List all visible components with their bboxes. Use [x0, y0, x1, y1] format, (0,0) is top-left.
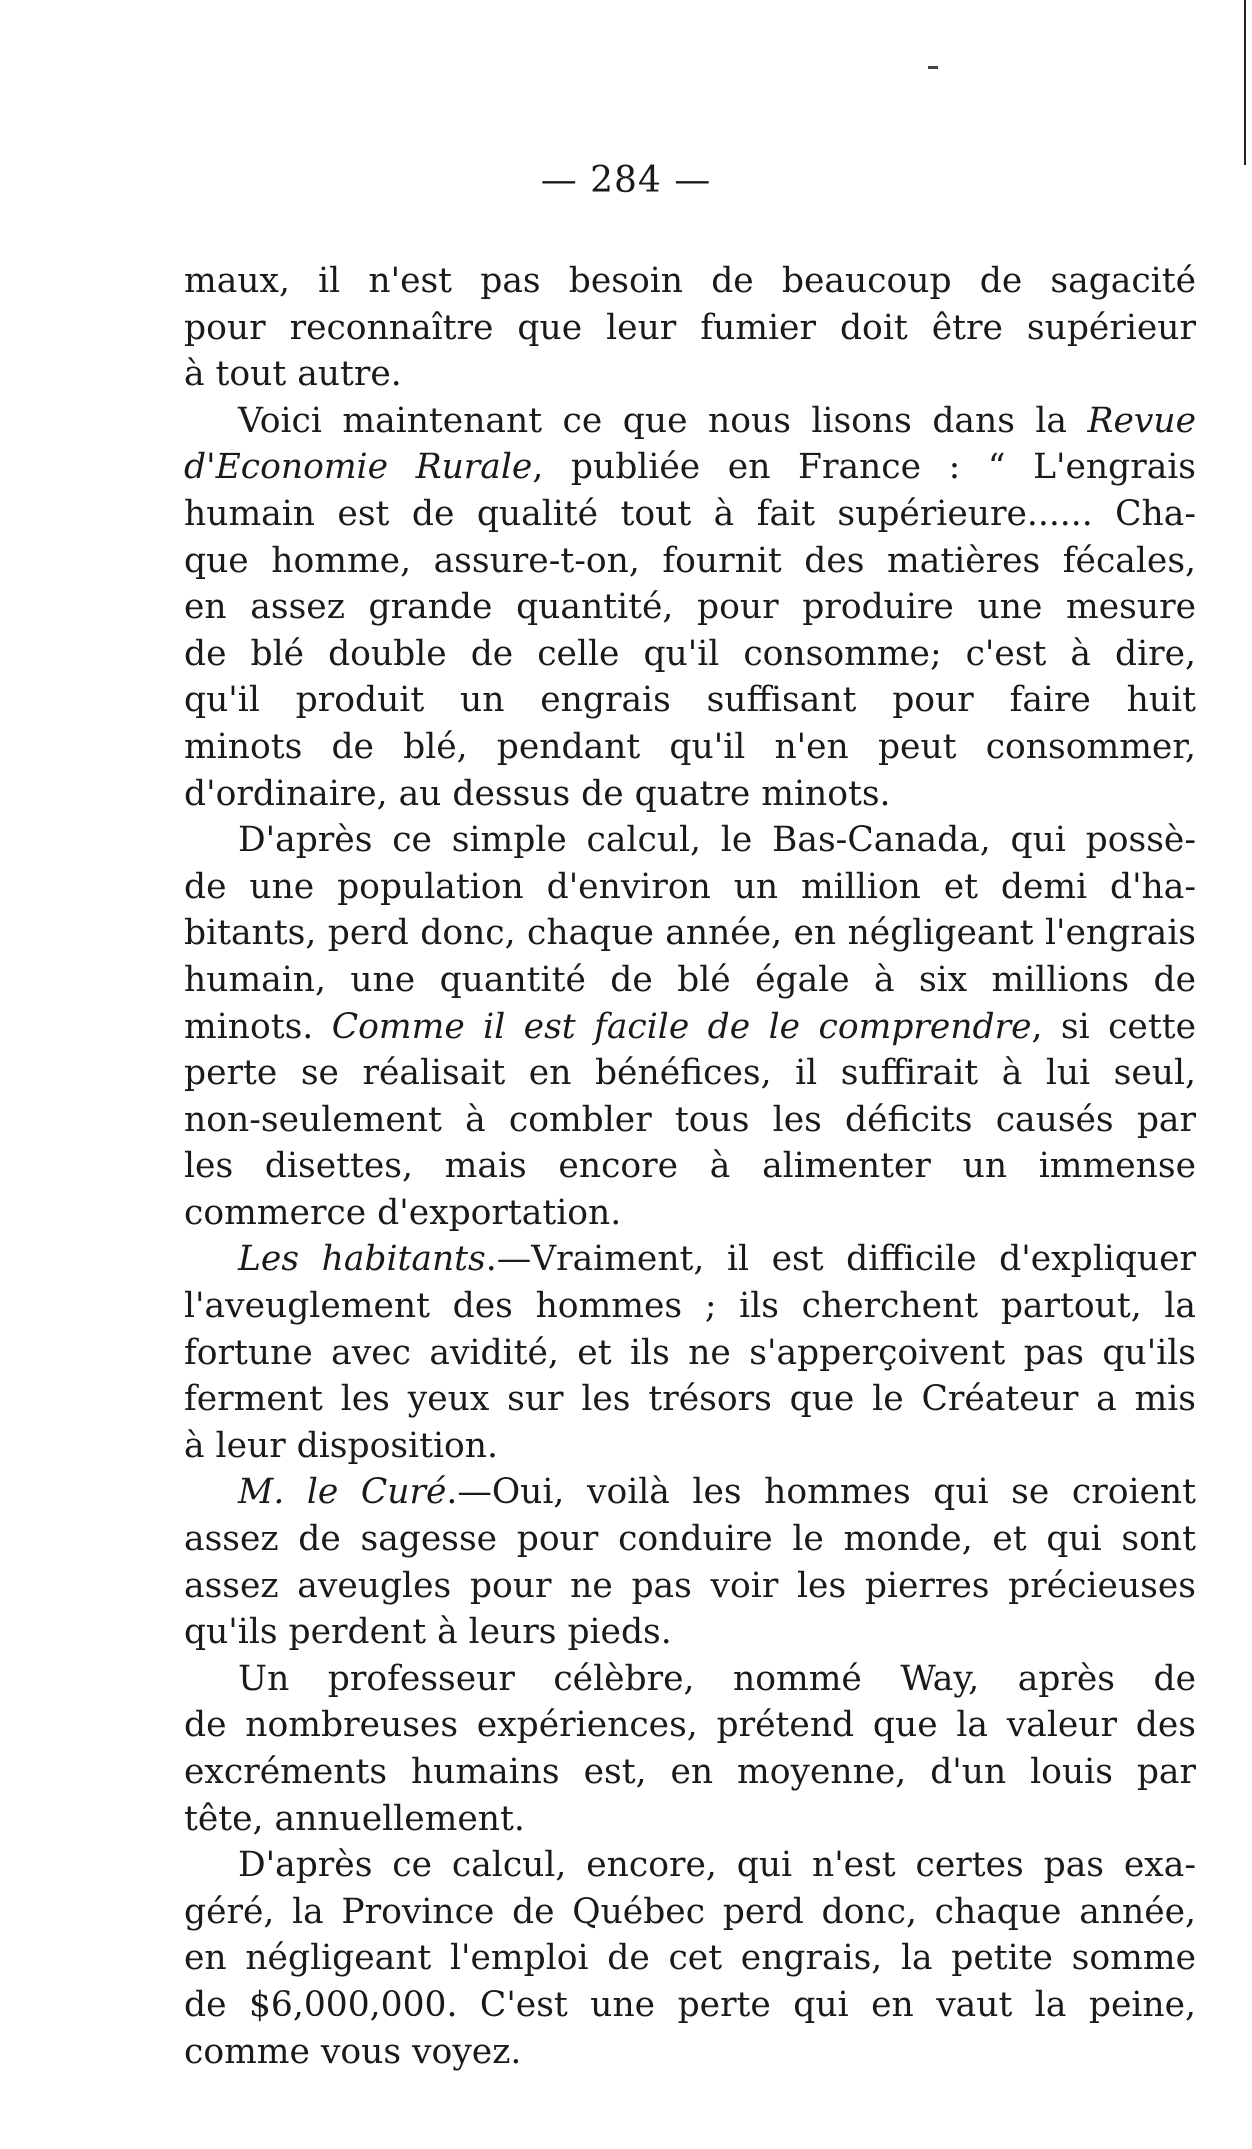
- text-line: assez aveugles pour ne pas voir les pierres précieuses: [184, 1565, 1196, 1606]
- body-text: [184, 258, 1196, 2075]
- text-line: à leur disposition.: [184, 1425, 498, 1466]
- text-line: D'après ce simple calcul, le Bas-Canada, qui possè-: [238, 820, 1196, 861]
- scan-mark: [928, 66, 938, 69]
- text-line: pour reconnaître que leur fumier doit être supérieur: [184, 307, 1196, 348]
- italic-segment: Comme il est facile de le comprendre: [331, 1006, 1032, 1047]
- text-line: comme vous voyez.: [184, 2031, 522, 2072]
- text-line: tête, annuellement.: [184, 1798, 525, 1839]
- text-line: [184, 1004, 1196, 1051]
- text-line: D'après ce calcul, encore, qui n'est certes pas exa-: [238, 1845, 1196, 1886]
- text-segment: .—Oui, voilà les hommes qui se croient: [446, 1472, 1196, 1513]
- text-line: excréments humains est, en moyenne, d'un louis par: [184, 1752, 1196, 1792]
- text-line: de blé double de celle qu'il consomme; c'est à dire,: [184, 633, 1196, 674]
- text-line: en négligeant l'emploi de cet engrais, la petite somme: [184, 1938, 1196, 1979]
- page-edge-line: [1244, 0, 1246, 165]
- text-line: maux, il n'est pas besoin de beaucoup de sagacité: [184, 261, 1196, 301]
- text-line: fortune avec avidité, et ils ne s'apperçoivent pas qu'ils: [184, 1332, 1196, 1373]
- text-line: [184, 398, 1196, 445]
- text-line: perte se réalisait en bénéfices, il suffirait à lui seul,: [184, 1053, 1196, 1094]
- text-line: [184, 1469, 1196, 1516]
- text-line: l'aveuglement des hommes ; ils cherchent partout, la: [184, 1286, 1196, 1327]
- text-line: minots de blé, pendant qu'il n'en peut consommer,: [184, 726, 1196, 767]
- text-line: géré, la Province de Québec perd donc, chaque année,: [184, 1891, 1196, 1932]
- text-line: ferment les yeux sur les trésors que le Créateur a mis: [184, 1379, 1196, 1420]
- text-line: non-seulement à combler tous les déficits causés par: [184, 1099, 1196, 1140]
- text-line: humain est de qualité tout à fait supérieure...... Cha-: [184, 493, 1196, 534]
- text-segment: minots.: [184, 1006, 332, 1047]
- italic-segment: Revue: [1087, 400, 1196, 441]
- text-line: Un professeur célèbre, nommé Way, après de: [238, 1658, 1196, 1699]
- text-line: en assez grande quantité, pour produire une mesure: [184, 587, 1196, 628]
- text-line: bitants, perd donc, chaque année, en négligeant l'engrais: [184, 913, 1196, 954]
- text-line: [184, 1236, 1196, 1283]
- text-line: de nombreuses expériences, prétend que la valeur des: [184, 1705, 1196, 1746]
- text-line: [184, 444, 1196, 491]
- text-line: assez de sagesse pour conduire le monde, et qui sont: [184, 1519, 1196, 1560]
- text-line: de $6,000,000. C'est une perte qui en vaut la peine,: [184, 1984, 1196, 2025]
- text-line: qu'ils perdent à leurs pieds.: [184, 1612, 672, 1653]
- text-segment: , si cette: [1031, 1006, 1196, 1047]
- text-segment: .—Vraiment, il est difficile d'expliquer: [485, 1239, 1196, 1280]
- text-line: que homme, assure-t-on, fournit des matières fécales,: [184, 540, 1196, 581]
- text-line: qu'il produit un engrais suffisant pour faire huit: [184, 680, 1196, 721]
- text-line: à tout autre.: [184, 354, 402, 395]
- italic-segment: Les habitants: [238, 1239, 486, 1280]
- text-line: humain, une quantité de blé égale à six millions de: [184, 959, 1196, 1000]
- text-line: les disettes, mais encore à alimenter un immense: [184, 1146, 1196, 1187]
- text-segment: , publiée en France : “ L'engrais: [532, 447, 1196, 488]
- text-line: de une population d'environ un million et demi d'ha-: [184, 866, 1196, 907]
- italic-segment: M. le Curé: [238, 1472, 447, 1513]
- page-number: — 284 —: [540, 160, 712, 201]
- italic-segment: d'Economie Rurale: [184, 447, 533, 488]
- text-line: d'ordinaire, au dessus de quatre minots.: [184, 773, 891, 814]
- text-line: commerce d'exportation.: [184, 1192, 622, 1233]
- text-segment: Voici maintenant ce que nous lisons dans la: [238, 400, 1088, 441]
